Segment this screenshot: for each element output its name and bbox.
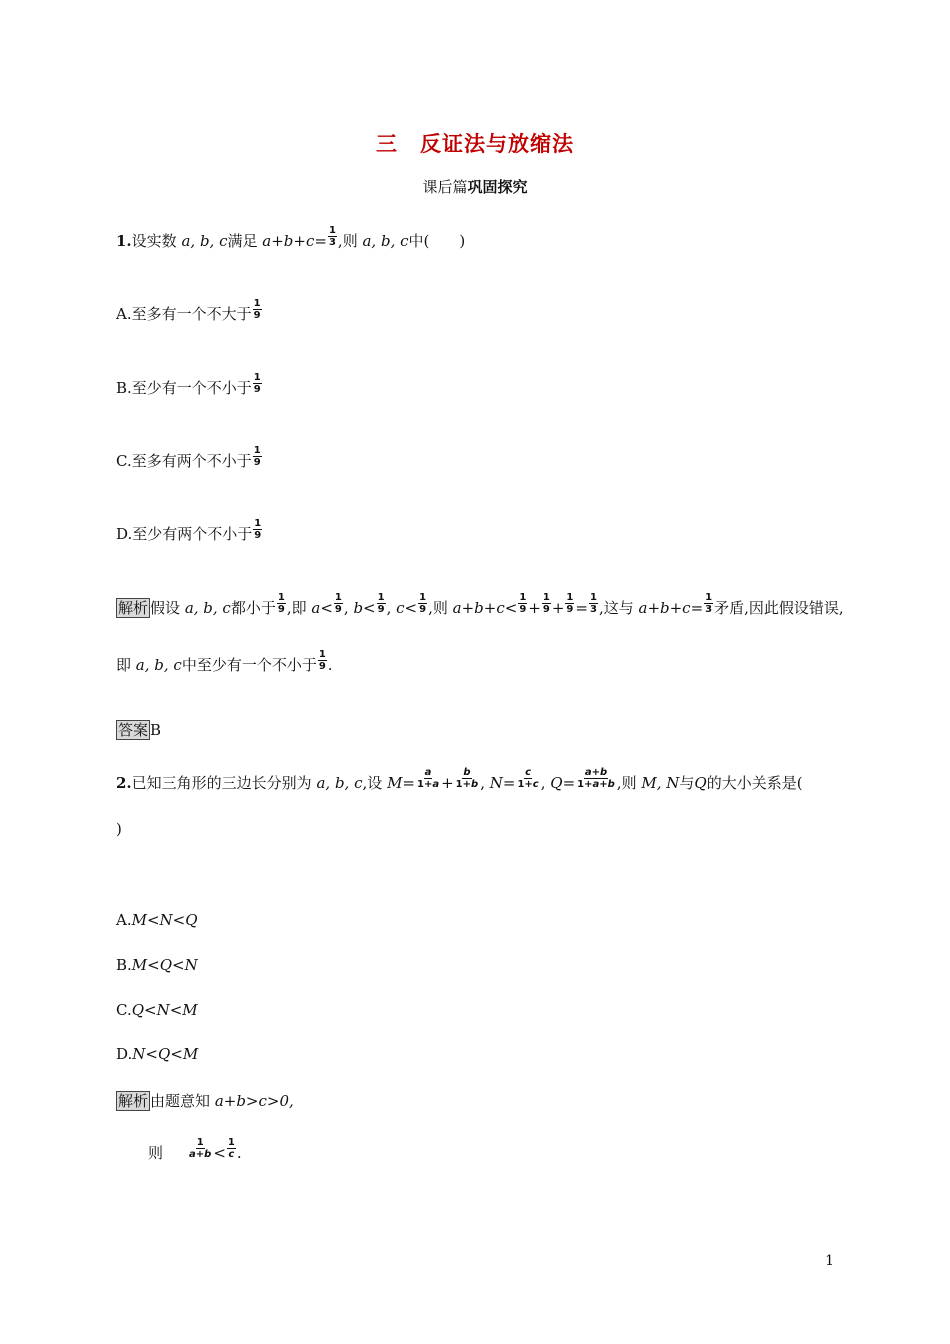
q1-analysis: 解析 假设 a, b, c都小于 $\frac{1}{9}$ ,即 a< $\frac{1}{9}$ , b< $\frac{1}{9}$ , c< $\frac{1}{9}$ ,则 a+b+c< $\frac{1}{9}$ + $\frac{1}{9}$ + $\frac{1}{9}$ = $\frac{1}{3}$ ,这与 a+b+c= $\frac{1}{3}$ 矛盾,因此假设错误, — [118, 591, 844, 617]
section-subtitle: 课后篇巩固探究 — [422, 178, 528, 196]
q2-option-a: A.M<N<Q — [116, 911, 198, 929]
q2-option-c: C.Q<N<M — [116, 1001, 198, 1019]
q1-answer: 答案 B — [118, 721, 162, 739]
q1-option-a: A.至多有一个不大于 $\frac{1}{9}$ — [116, 297, 261, 323]
question-1-stem: 1.设实数 a, b, c满足 a+b+c= $\frac{1}{3}$ ,则 a, b, c中( ) — [116, 224, 466, 250]
q1-analysis-line2: 即 a, b, c中至少有一个不小于 $\frac{1}{9}$ . — [116, 648, 333, 674]
question-2-stem: 2.已知三角形的三边长分别为 a, b, c,设 M= $\frac{a}{1+a}$ + $\frac{b}{1+b}$ , N= $\frac{c}{1+c}$ , Q= $\frac{a+b}{1+a+b}$ ,则 M, N与Q的大小关系是( — [116, 766, 803, 792]
q1-option-b: B.至少有一个不小于 $\frac{1}{9}$ — [116, 371, 261, 397]
page-title: 三 反证法与放缩法 — [376, 131, 574, 156]
q1-option-d: D.至少有两个不小于 $\frac{1}{9}$ — [116, 517, 262, 543]
q2-analysis-step: 则 $\frac{1}{a+b}$ < $\frac{1}{c}$ . — [148, 1136, 242, 1162]
page-number: 1 — [825, 1253, 834, 1269]
q2-option-b: B.M<Q<N — [116, 956, 198, 974]
analysis-tag: 解析 — [118, 599, 149, 617]
q2-analysis: 解析 由题意知 a+b>c>0, — [118, 1092, 294, 1110]
fraction: $\frac{1}{3}$ — [328, 224, 336, 248]
analysis-tag: 解析 — [118, 1092, 149, 1110]
q1-option-c: C.至多有两个不小于 $\frac{1}{9}$ — [116, 444, 261, 470]
q2-close-paren: ) — [116, 820, 122, 838]
q2-option-d: D.N<Q<M — [116, 1045, 199, 1063]
answer-tag: 答案 — [118, 721, 149, 739]
